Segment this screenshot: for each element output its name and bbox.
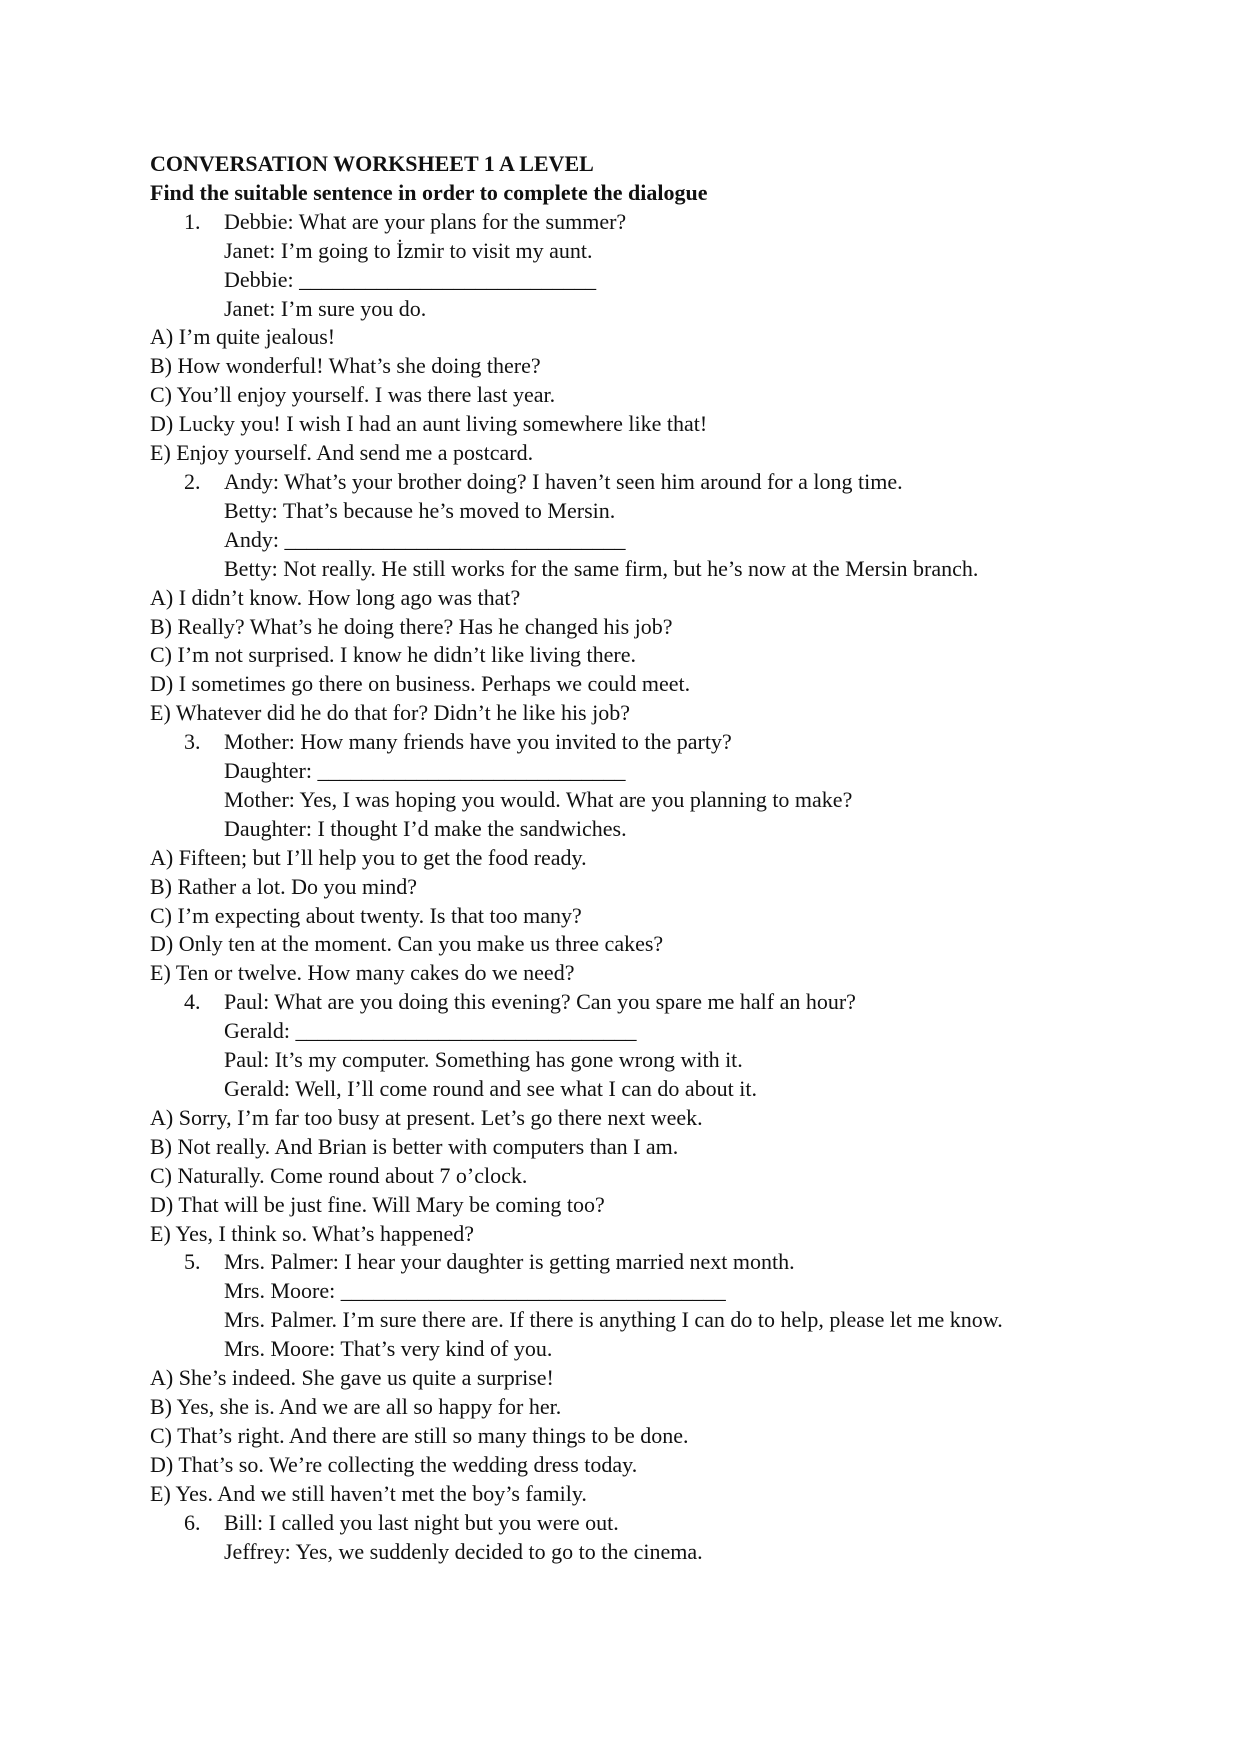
answer-option: C) I’m not surprised. I know he didn’t like living there. <box>150 642 636 668</box>
dialogue-line: 3. Mother: How many friends have you invited to the party? <box>150 728 1110 757</box>
question-number: 2. <box>184 468 201 494</box>
answer-option: C) You’ll enjoy yourself. I was there last year. <box>150 382 556 408</box>
answer-option: B) Not really. And Brian is better with computers than I am. <box>150 1133 679 1159</box>
dialogue-blank-line: Debbie: ___________________________ <box>224 266 597 292</box>
answer-option: A) I’m quite jealous! <box>150 324 336 350</box>
answer-option: B) Really? What’s he doing there? Has he changed his job? <box>150 613 673 639</box>
dialogue-line: Paul: It’s my computer. Something has gone wrong with it. <box>224 1047 743 1073</box>
answer-option: A) She’s indeed. She gave us quite a surprise! <box>150 1365 554 1391</box>
question-1 <box>150 208 1110 468</box>
question-5 <box>150 1248 1110 1508</box>
question-6 <box>150 1509 1110 1567</box>
answer-option: D) Lucky you! I wish I had an aunt living somewhere like that! <box>150 411 708 437</box>
dialogue-line: Betty: That’s because he’s moved to Mersin. <box>224 497 616 523</box>
dialogue-blank-line: Gerald: _______________________________ <box>224 1018 637 1044</box>
dialogue-blank-line: Mrs. Moore: ___________________________________ <box>224 1278 726 1304</box>
dialogue-line: 4. Paul: What are you doing this evening? Can you spare me half an hour? <box>150 988 1110 1017</box>
answer-option: C) Naturally. Come round about 7 o’clock. <box>150 1162 528 1188</box>
dialogue-line: 5. Mrs. Palmer: I hear your daughter is getting married next month. <box>150 1248 1110 1277</box>
answer-option: E) Yes. And we still haven’t met the boy’s family. <box>150 1480 587 1506</box>
dialogue-line: Betty: Not really. He still works for the same firm, but he’s now at the Mersin branch. <box>224 555 979 581</box>
worksheet-instruction: Find the suitable sentence in order to complete the dialogue <box>150 179 708 205</box>
answer-option: A) Sorry, I’m far too busy at present. Let’s go there next week. <box>150 1104 703 1130</box>
dialogue-blank-line: Andy: _______________________________ <box>224 526 626 552</box>
dialogue-line: Mrs. Palmer. I’m sure there are. If there is anything I can do to help, please let me know. <box>224 1307 1003 1333</box>
answer-option: A) Fifteen; but I’ll help you to get the food ready. <box>150 844 587 870</box>
answer-option: E) Enjoy yourself. And send me a postcard. <box>150 440 534 466</box>
dialogue-line: 2. Andy: What’s your brother doing? I haven’t seen him around for a long time. <box>150 468 1110 497</box>
answer-option: C) I’m expecting about twenty. Is that too many? <box>150 902 582 928</box>
question-number: 3. <box>184 729 201 755</box>
dialogue-line: Gerald: Well, I’ll come round and see what I can do about it. <box>224 1076 757 1101</box>
worksheet-title: CONVERSATION WORKSHEET 1 A LEVEL <box>150 151 594 176</box>
dialogue-line: Janet: I’m sure you do. <box>224 295 427 321</box>
dialogue-line: 1. Debbie: What are your plans for the summer? <box>150 208 1110 237</box>
question-number: 4. <box>184 989 201 1015</box>
answer-option: E) Ten or twelve. How many cakes do we need? <box>150 960 575 986</box>
dialogue-line: Mother: Yes, I was hoping you would. What are you planning to make? <box>224 786 853 812</box>
answer-option: D) That will be just fine. Will Mary be coming too? <box>150 1191 605 1217</box>
question-3 <box>150 728 1110 988</box>
answer-option: D) I sometimes go there on business. Perhaps we could meet. <box>150 671 691 697</box>
dialogue-blank-line: Daughter: ____________________________ <box>224 758 626 784</box>
dialogue-line: Jeffrey: Yes, we suddenly decided to go to the cinema. <box>224 1538 703 1564</box>
question-4 <box>150 988 1110 1248</box>
answer-option: B) Yes, she is. And we are all so happy for her. <box>150 1393 562 1419</box>
answer-option: D) Only ten at the moment. Can you make us three cakes? <box>150 931 664 957</box>
answer-option: B) Rather a lot. Do you mind? <box>150 873 418 899</box>
answer-option: A) I didn’t know. How long ago was that? <box>150 584 521 610</box>
dialogue-line: Mrs. Moore: That’s very kind of you. <box>224 1336 553 1362</box>
answer-option: E) Whatever did he do that for? Didn’t he like his job? <box>150 700 630 726</box>
question-number: 1. <box>184 208 201 234</box>
answer-option: E) Yes, I think so. What’s happened? <box>150 1220 475 1246</box>
answer-option: C) That’s right. And there are still so many things to be done. <box>150 1422 689 1448</box>
answer-option: D) That’s so. We’re collecting the wedding dress today. <box>150 1451 638 1477</box>
question-2 <box>150 468 1110 728</box>
worksheet-page <box>150 150 1110 1566</box>
question-number: 5. <box>184 1249 201 1275</box>
dialogue-line: Daughter: I thought I’d make the sandwiches. <box>224 815 627 841</box>
answer-option: B) How wonderful! What’s she doing there? <box>150 353 541 379</box>
dialogue-line: 6. Bill: I called you last night but you were out. <box>150 1509 1110 1538</box>
question-number: 6. <box>184 1509 201 1535</box>
dialogue-line: Janet: I’m going to İzmir to visit my aunt. <box>224 237 593 263</box>
